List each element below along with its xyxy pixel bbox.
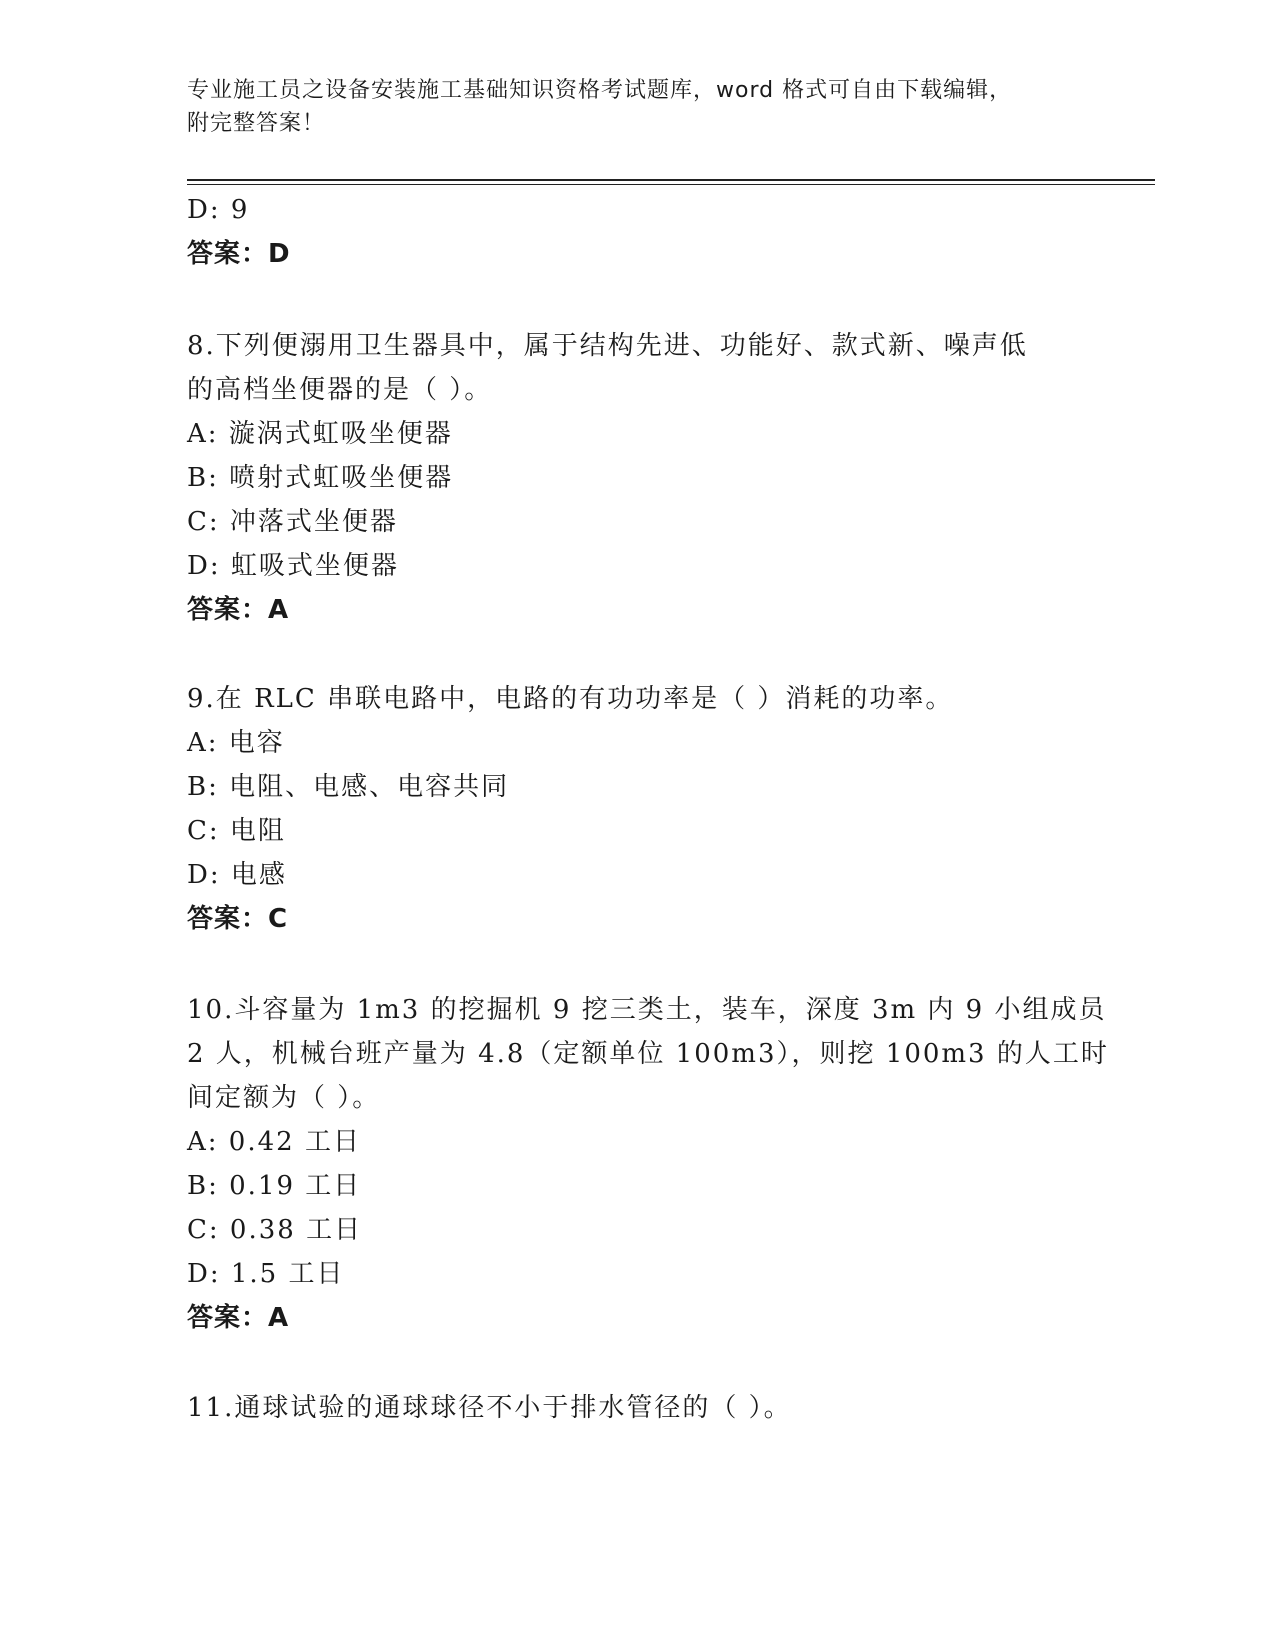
q10-option-d: D: 1.5 工日 [187,1259,345,1289]
header-line-1: 专业施工员之设备安装施工基础知识资格考试题库，word 格式可自由下载编辑， [187,78,1013,103]
q9-stem-line-1: 9.在 RLC 串联电路中，电路的有功功率是（ ）消耗的功率。 [187,684,954,714]
prev-option-d: D: 9 [187,195,250,225]
q10-stem-line-3: 间定额为（ ）。 [187,1083,381,1113]
q9-option-a: A: 电容 [187,728,285,758]
q10-option-b: B: 0.19 工日 [187,1171,362,1201]
q11-stem-line-1: 11.通球试验的通球球径不小于排水管径的（ ）。 [187,1393,792,1423]
header-divider-thin [187,184,1155,185]
q10-answer: 答案：A [187,1303,290,1333]
q10-option-a: A: 0.42 工日 [187,1127,361,1157]
header-line-2: 附完整答案！ [187,111,326,136]
q10-stem-line-2: 2 人，机械台班产量为 4.8（定额单位 100m3），则挖 100m3 的人工时 [187,1039,1109,1069]
q9-option-d: D: 电感 [187,860,287,890]
document-header [187,74,1067,140]
prev-answer: 答案：D [187,239,291,269]
q9-option-c: C: 电阻 [187,816,286,846]
q10-stem-line-1: 10.斗容量为 1m3 的挖掘机 9 挖三类土，装车，深度 3m 内 9 小组成员 [187,995,1107,1025]
q9-option-b: B: 电阻、电感、电容共同 [187,772,510,802]
q8-option-b: B: 喷射式虹吸坐便器 [187,463,454,493]
q8-stem-line-2: 的高档坐便器的是（ ）。 [187,375,493,405]
q8-option-a: A: 漩涡式虹吸坐便器 [187,419,453,449]
q8-option-c: C: 冲落式坐便器 [187,507,398,537]
q10-option-c: C: 0.38 工日 [187,1215,363,1245]
header-divider-thick [187,179,1155,181]
q9-answer: 答案：C [187,904,289,934]
q8-option-d: D: 虹吸式坐便器 [187,551,399,581]
q8-answer: 答案：A [187,595,290,625]
q8-stem-line-1: 8.下列便溺用卫生器具中，属于结构先进、功能好、款式新、噪声低 [187,331,1028,361]
